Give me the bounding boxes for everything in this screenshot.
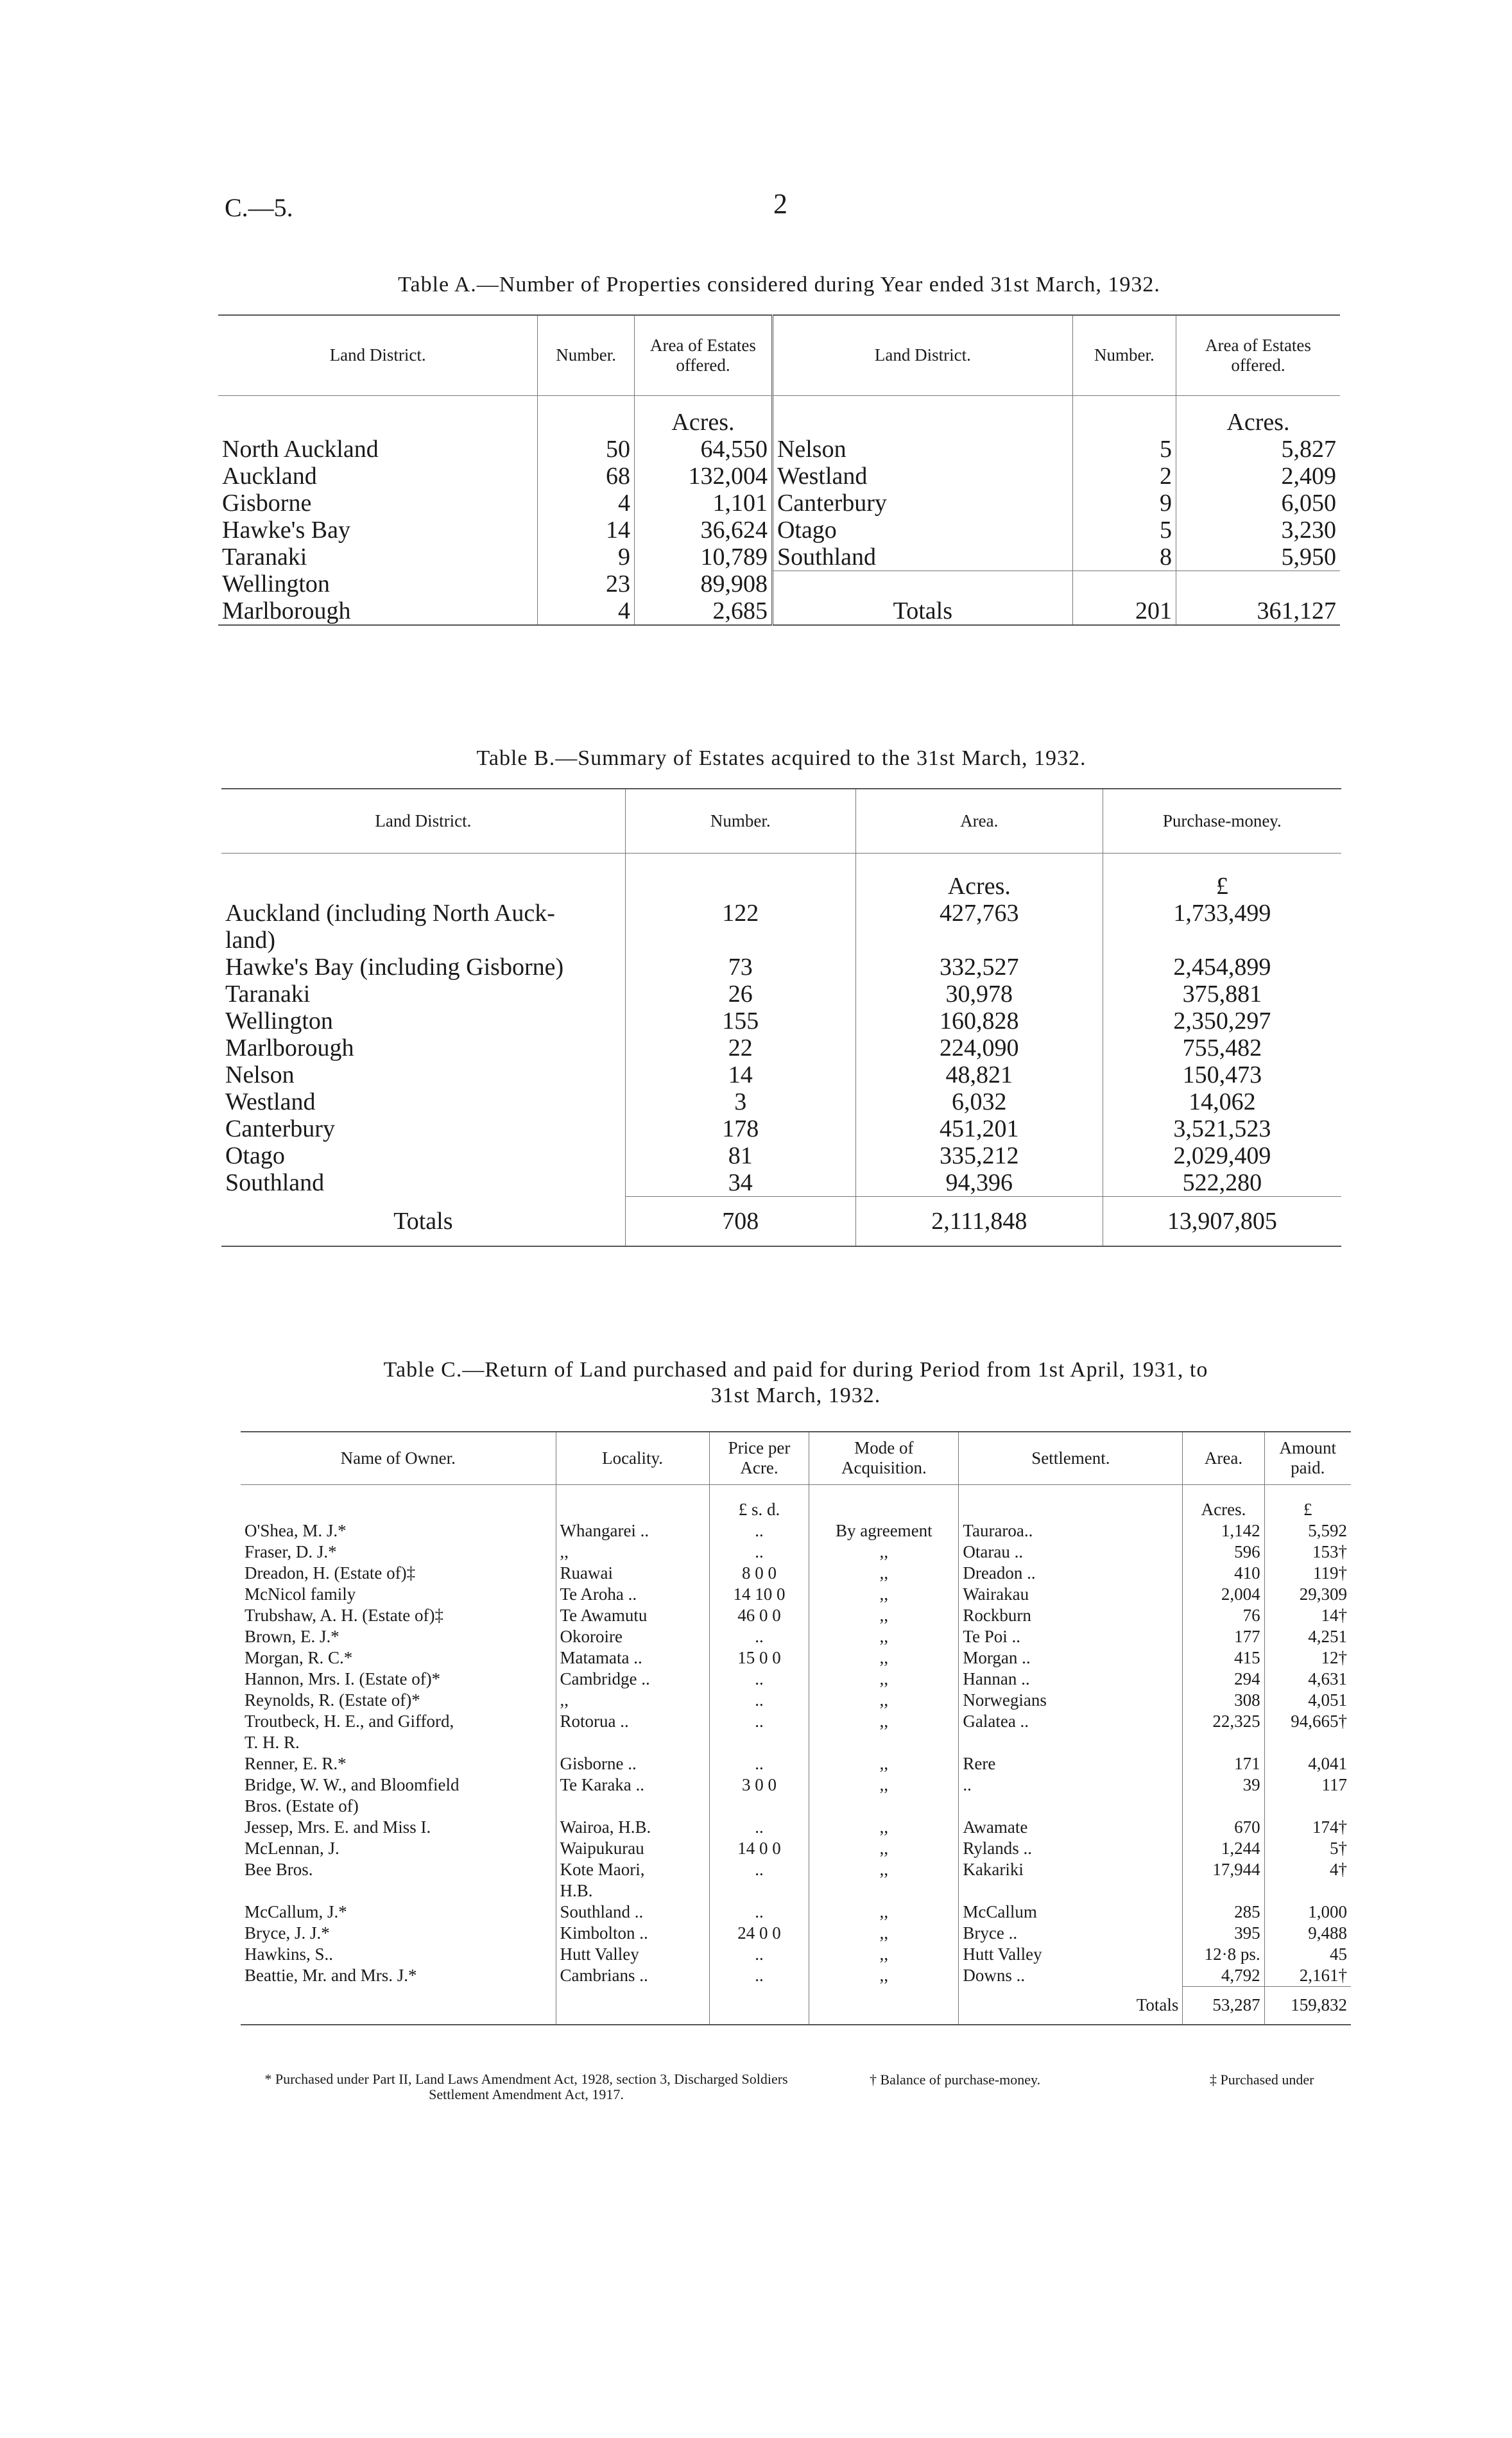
table-c-mode: ,, xyxy=(809,1838,959,1859)
table-c-settlement: Bryce .. xyxy=(959,1923,1183,1944)
table-c-settlement: Kakariki xyxy=(959,1859,1183,1901)
table-b xyxy=(221,788,1341,1247)
table-c-area: 1,244 xyxy=(1183,1838,1264,1859)
table-a-left-district: Wellington xyxy=(218,571,538,597)
table-a-left-area: 36,624 xyxy=(635,517,773,544)
table-a-caption: Table A.—Number of Properties considered during Year ended 31st March, 1932. xyxy=(398,273,1160,296)
table-c-mode: ,, xyxy=(809,1711,959,1753)
table-c-settlement: Otarau .. xyxy=(959,1541,1183,1563)
table-b-money: 150,473 xyxy=(1182,1061,1262,1088)
table-c-amount: 29,309 xyxy=(1299,1584,1347,1604)
table-c-settlement: Hannan .. xyxy=(959,1669,1183,1690)
table-c-locality: Hutt Valley xyxy=(556,1944,709,1965)
table-b-area: 160,828 xyxy=(855,1008,1103,1034)
table-c-amount: 45 xyxy=(1330,1944,1347,1964)
table-b-area: 427,763 xyxy=(855,900,1103,954)
table-c-locality: Okoroire xyxy=(556,1626,709,1647)
table-c-area: 12·8 ps. xyxy=(1183,1944,1264,1965)
table-b-money: 2,029,409 xyxy=(1173,1142,1271,1169)
table-c-price: .. xyxy=(709,1690,809,1711)
table-c-settlement: Dreadon .. xyxy=(959,1563,1183,1584)
table-c-area: 177 xyxy=(1183,1626,1264,1647)
table-c-settlement: Wairakau xyxy=(959,1584,1183,1605)
table-a-header-district-2: Land District. xyxy=(772,315,1072,395)
table-a-right-number: 2 xyxy=(1072,463,1176,490)
table-b-money: 14,062 xyxy=(1189,1088,1256,1115)
table-c-settlement: Tauraroa.. xyxy=(959,1520,1183,1541)
table-c-price: .. xyxy=(709,1944,809,1965)
page-number: 2 xyxy=(773,188,787,219)
footnote-dagger: † Balance of purchase-money. xyxy=(870,2072,1041,2088)
table-c-price: .. xyxy=(709,1541,809,1563)
table-c-locality: Te Aroha .. xyxy=(556,1584,709,1605)
table-c-totals-label: Totals xyxy=(959,1986,1183,2025)
table-c-area: 415 xyxy=(1183,1647,1264,1669)
table-c-locality: Southland .. xyxy=(556,1901,709,1923)
table-c-area: 39 xyxy=(1183,1774,1264,1817)
table-b-totals-money: 13,907,805 xyxy=(1103,1196,1341,1246)
table-b-money: 375,881 xyxy=(1182,980,1262,1008)
table-row xyxy=(241,1647,1351,1669)
table-b-district: Wellington xyxy=(221,1008,625,1034)
table-c-price: 15 0 0 xyxy=(709,1647,809,1669)
table-c-mode: ,, xyxy=(809,1859,959,1901)
table-a-totals-area: 361,127 xyxy=(1176,571,1340,625)
table-b-header-district: Land District. xyxy=(221,789,625,853)
table-a-left-area: 89,908 xyxy=(635,571,773,597)
table-c-locality: Gisborne .. xyxy=(556,1753,709,1774)
table-a-right-number: 5 xyxy=(1072,517,1176,544)
table-a-header-district: Land District. xyxy=(218,315,538,395)
table-b-district: Otago xyxy=(221,1142,625,1169)
table-c-amount: 14† xyxy=(1321,1605,1347,1625)
table-b-units-area: Acres. xyxy=(855,853,1103,900)
table-c-area: 1,142 xyxy=(1183,1520,1264,1541)
table-b-district: Taranaki xyxy=(221,981,625,1008)
table-b-district: Marlborough xyxy=(221,1034,625,1061)
table-a-left-area: 1,101 xyxy=(635,490,773,517)
table-b-district: Canterbury xyxy=(221,1115,625,1142)
table-c-locality: Waipukurau xyxy=(556,1838,709,1859)
table-c-locality: Cambrians .. xyxy=(556,1965,709,1987)
table-c-units-area: Acres. xyxy=(1183,1484,1264,1520)
table-c-settlement: Norwegians xyxy=(959,1690,1183,1711)
table-row xyxy=(241,1605,1351,1626)
table-c-price: .. xyxy=(709,1817,809,1838)
table-row xyxy=(241,1774,1351,1817)
table-a-totals-number: 201 xyxy=(1072,571,1176,625)
table-a-right-district: Otago xyxy=(772,517,1072,544)
table-c-price: .. xyxy=(709,1859,809,1901)
table-b-number: 178 xyxy=(625,1115,855,1142)
table-c-locality: Cambridge .. xyxy=(556,1669,709,1690)
table-b-totals-area: 2,111,848 xyxy=(855,1196,1103,1246)
table-a-left-number: 50 xyxy=(538,436,635,463)
table-c-owner: Bee Bros. xyxy=(241,1859,556,1901)
table-a-header-number: Number. xyxy=(538,315,635,395)
table-a-right-number: 8 xyxy=(1072,544,1176,571)
table-b-district: Auckland (including North Auck- land) xyxy=(221,900,625,954)
table-b-district: Southland xyxy=(221,1169,625,1197)
table-c-price: .. xyxy=(709,1669,809,1690)
table-row xyxy=(241,1965,1351,1987)
table-c-area: 2,004 xyxy=(1183,1584,1264,1605)
table-c-locality: Kimbolton .. xyxy=(556,1923,709,1944)
table-c-area: 4,792 xyxy=(1183,1965,1264,1987)
table-b-money: 522,280 xyxy=(1182,1169,1262,1196)
table-a-left-area: 132,004 xyxy=(635,463,773,490)
table-c-header-area: Area. xyxy=(1183,1432,1264,1484)
table-a-header-number-2: Number. xyxy=(1072,315,1176,395)
table-a-left-district: Gisborne xyxy=(218,490,538,517)
table-c-price: .. xyxy=(709,1711,809,1753)
table-b-district: Westland xyxy=(221,1088,625,1115)
table-row xyxy=(241,1944,1351,1965)
table-b-area: 451,201 xyxy=(855,1115,1103,1142)
table-c-settlement: Te Poi .. xyxy=(959,1626,1183,1647)
table-c-header-owner: Name of Owner. xyxy=(241,1432,556,1484)
table-c-header-price: Price per Acre. xyxy=(709,1432,809,1484)
table-c-amount: 94,665† xyxy=(1291,1711,1347,1731)
table-b-area: 332,527 xyxy=(855,954,1103,981)
table-c-settlement: .. xyxy=(959,1774,1183,1817)
table-c-mode: ,, xyxy=(809,1626,959,1647)
table-c-settlement: Rockburn xyxy=(959,1605,1183,1626)
table-c-owner: Renner, E. R.* xyxy=(241,1753,556,1774)
table-b-money: 2,454,899 xyxy=(1173,953,1271,981)
table-c-price: 24 0 0 xyxy=(709,1923,809,1944)
table-c-area: 670 xyxy=(1183,1817,1264,1838)
table-c-owner: Fraser, D. J.* xyxy=(241,1541,556,1563)
table-b-number: 26 xyxy=(625,981,855,1008)
table-c-locality: Te Awamutu xyxy=(556,1605,709,1626)
table-a-right-area: 6,050 xyxy=(1281,489,1336,517)
table-c-amount: 4,631 xyxy=(1308,1669,1347,1688)
table-c-area: 294 xyxy=(1183,1669,1264,1690)
table-b-number: 155 xyxy=(625,1008,855,1034)
table-c-settlement: Rylands .. xyxy=(959,1838,1183,1859)
table-b-area: 224,090 xyxy=(855,1034,1103,1061)
table-a-left-number: 4 xyxy=(538,597,635,625)
table-c-price: .. xyxy=(709,1965,809,1987)
table-a xyxy=(218,314,1340,626)
table-c-settlement: Hutt Valley xyxy=(959,1944,1183,1965)
table-c-mode: ,, xyxy=(809,1669,959,1690)
table-c-mode: ,, xyxy=(809,1690,959,1711)
table-c-price: 8 0 0 xyxy=(709,1563,809,1584)
table-row xyxy=(241,1901,1351,1923)
table-c-locality: Whangarei .. xyxy=(556,1520,709,1541)
table-c-area: 596 xyxy=(1183,1541,1264,1563)
table-b-number: 122 xyxy=(625,900,855,954)
table-row xyxy=(241,1541,1351,1563)
table-c-owner: Dreadon, H. (Estate of)‡ xyxy=(241,1563,556,1584)
table-c-amount: 2,161† xyxy=(1299,1965,1347,1985)
page-reference: C.—5. xyxy=(225,193,293,222)
table-c-price: .. xyxy=(709,1901,809,1923)
table-c-amount: 12† xyxy=(1321,1647,1347,1667)
table-c-owner: McCallum, J.* xyxy=(241,1901,556,1923)
table-c-area: 22,325 xyxy=(1183,1711,1264,1753)
table-b-caption: Table B.—Summary of Estates acquired to the 31st March, 1932. xyxy=(476,746,1087,770)
table-a-left-area: 64,550 xyxy=(635,436,773,463)
table-b-district: Hawke's Bay (including Gisborne) xyxy=(221,954,625,981)
table-c-amount: 4,051 xyxy=(1308,1690,1347,1710)
table-c-mode: ,, xyxy=(809,1944,959,1965)
table-row xyxy=(241,1838,1351,1859)
table-c-header-settlement: Settlement. xyxy=(959,1432,1183,1484)
table-c-area: 17,944 xyxy=(1183,1859,1264,1901)
table-c-settlement: Morgan .. xyxy=(959,1647,1183,1669)
table-b-number: 73 xyxy=(625,954,855,981)
table-b-number: 22 xyxy=(625,1034,855,1061)
table-c-price: 14 10 0 xyxy=(709,1584,809,1605)
table-c-locality: Te Karaka .. xyxy=(556,1774,709,1817)
table-c-mode: By agreement xyxy=(809,1520,959,1541)
table-c-area: 395 xyxy=(1183,1923,1264,1944)
table-row xyxy=(241,1711,1351,1753)
table-a-left-number: 4 xyxy=(538,490,635,517)
table-c-area: 285 xyxy=(1183,1901,1264,1923)
table-c-owner: Morgan, R. C.* xyxy=(241,1647,556,1669)
table-c-mode: ,, xyxy=(809,1584,959,1605)
table-c-area: 171 xyxy=(1183,1753,1264,1774)
table-c-amount: 119† xyxy=(1313,1563,1347,1583)
table-c-amount: 5,592 xyxy=(1308,1520,1347,1540)
table-b-number: 34 xyxy=(625,1169,855,1197)
table-c-owner: Beattie, Mr. and Mrs. J.* xyxy=(241,1965,556,1987)
table-c-owner: Bridge, W. W., and Bloomfield Bros. (Estate of) xyxy=(241,1774,556,1817)
table-c-mode: ,, xyxy=(809,1901,959,1923)
table-c-price: 3 0 0 xyxy=(709,1774,809,1817)
footnote-star: * Purchased under Part II, Land Laws Amendment Act, 1928, section 3, Discharged Soldiers Settlement Amendment Act, 1917. xyxy=(264,2071,788,2102)
table-b-money: 3,521,523 xyxy=(1173,1115,1271,1142)
table-c-locality: Ruawai xyxy=(556,1563,709,1584)
table-a-left-number: 9 xyxy=(538,544,635,571)
table-a-right-area: 5,827 xyxy=(1281,435,1336,463)
table-b-area: 94,396 xyxy=(855,1169,1103,1197)
table-c-price: .. xyxy=(709,1520,809,1541)
table-a-left-district: Hawke's Bay xyxy=(218,517,538,544)
table-c-locality: Wairoa, H.B. xyxy=(556,1817,709,1838)
table-c-mode: ,, xyxy=(809,1647,959,1669)
table-c-owner: Jessep, Mrs. E. and Miss I. xyxy=(241,1817,556,1838)
table-c-settlement: Rere xyxy=(959,1753,1183,1774)
table-a-left-number: 23 xyxy=(538,571,635,597)
table-a-right-number: 5 xyxy=(1072,436,1176,463)
table-c-amount: 4† xyxy=(1330,1859,1347,1879)
table-row xyxy=(241,1690,1351,1711)
table-c-mode: ,, xyxy=(809,1753,959,1774)
table-row xyxy=(241,1563,1351,1584)
table-a-right-district: Southland xyxy=(772,544,1072,571)
table-c-amount: 4,041 xyxy=(1308,1753,1347,1773)
table-c-totals-area: 53,287 xyxy=(1183,1986,1264,2025)
table-row xyxy=(241,1626,1351,1647)
table-c-locality: ,, xyxy=(556,1541,709,1563)
table-c-price: .. xyxy=(709,1753,809,1774)
table-a-right-number: 9 xyxy=(1072,490,1176,517)
table-c-amount: 117 xyxy=(1321,1774,1347,1794)
table-b-totals-label: Totals xyxy=(221,1196,625,1246)
table-row xyxy=(241,1584,1351,1605)
table-b-units-money: £ xyxy=(1216,872,1228,900)
table-c-settlement: Galatea .. xyxy=(959,1711,1183,1753)
table-a-right-area: 5,950 xyxy=(1281,543,1336,571)
table-a-totals-label: Totals xyxy=(772,571,1072,625)
table-c-mode: ,, xyxy=(809,1541,959,1563)
table-c-locality: Kote Maori, H.B. xyxy=(556,1859,709,1901)
table-a-units: Acres. xyxy=(635,395,773,436)
table-a-left-district: North Auckland xyxy=(218,436,538,463)
table-c-amount: 5† xyxy=(1330,1838,1347,1858)
table-b-money: 1,733,499 xyxy=(1173,899,1271,927)
table-a-left-area: 10,789 xyxy=(635,544,773,571)
table-c-owner: Brown, E. J.* xyxy=(241,1626,556,1647)
table-b-area: 6,032 xyxy=(855,1088,1103,1115)
table-c-price: 46 0 0 xyxy=(709,1605,809,1626)
table-c-header-locality: Locality. xyxy=(556,1432,709,1484)
table-b-totals-number: 708 xyxy=(625,1196,855,1246)
table-row xyxy=(241,1817,1351,1838)
table-a-left-district: Auckland xyxy=(218,463,538,490)
table-c-price: .. xyxy=(709,1626,809,1647)
footnote-double-dagger: ‡ Purchased under xyxy=(1210,2072,1314,2088)
table-c-units-price: £ s. d. xyxy=(709,1484,809,1520)
table-c-amount: 4,251 xyxy=(1308,1626,1347,1646)
table-c-mode: ,, xyxy=(809,1774,959,1817)
table-c-owner: McLennan, J. xyxy=(241,1838,556,1859)
table-a-left-district: Taranaki xyxy=(218,544,538,571)
table-c-locality: ,, xyxy=(556,1690,709,1711)
table-c-owner: Troutbeck, H. E., and Gifford, T. H. R. xyxy=(241,1711,556,1753)
table-row xyxy=(241,1520,1351,1541)
table-b-area: 48,821 xyxy=(855,1061,1103,1088)
table-c-area: 308 xyxy=(1183,1690,1264,1711)
table-a-right-district: Canterbury xyxy=(772,490,1072,517)
table-c-locality: Rotorua .. xyxy=(556,1711,709,1753)
table-c-caption: Table C.—Return of Land purchased and paid for during Period from 1st April, 1931, to 31st March, 1932. xyxy=(383,1358,1208,1407)
table-a-left-area: 2,685 xyxy=(635,597,773,625)
table-c-amount: 153† xyxy=(1312,1541,1347,1561)
table-c-owner: Hawkins, S.. xyxy=(241,1944,556,1965)
table-row xyxy=(241,1669,1351,1690)
table-b-money: 755,482 xyxy=(1182,1034,1262,1061)
table-b-area: 30,978 xyxy=(855,981,1103,1008)
table-b-header-number: Number. xyxy=(625,789,855,853)
table-c-locality: Matamata .. xyxy=(556,1647,709,1669)
table-c-area: 76 xyxy=(1183,1605,1264,1626)
table-a-left-number: 14 xyxy=(538,517,635,544)
table-a-right-district: Westland xyxy=(772,463,1072,490)
table-c-amount: 9,488 xyxy=(1308,1923,1347,1943)
table-b-district: Nelson xyxy=(221,1061,625,1088)
table-c-price: 14 0 0 xyxy=(709,1838,809,1859)
table-a-units-2: Acres. xyxy=(1226,408,1290,436)
table-a-right-area: 2,409 xyxy=(1281,462,1336,490)
table-c-owner: Reynolds, R. (Estate of)* xyxy=(241,1690,556,1711)
table-a-left-number: 68 xyxy=(538,463,635,490)
table-a-header-area: Area of Estates offered. xyxy=(635,315,773,395)
table-c-totals-amount: 159,832 xyxy=(1264,1986,1351,2025)
table-b-area: 335,212 xyxy=(855,1142,1103,1169)
table-c-mode: ,, xyxy=(809,1817,959,1838)
table-c-owner: Trubshaw, A. H. (Estate of)‡ xyxy=(241,1605,556,1626)
table-a-right-area: 3,230 xyxy=(1281,516,1336,544)
table-c-header-amount: Amount paid. xyxy=(1279,1438,1337,1478)
table-c-settlement: McCallum xyxy=(959,1901,1183,1923)
table-c-owner: Hannon, Mrs. I. (Estate of)* xyxy=(241,1669,556,1690)
table-c xyxy=(241,1431,1351,2025)
table-c-owner: McNicol family xyxy=(241,1584,556,1605)
table-c-owner: O'Shea, M. J.* xyxy=(241,1520,556,1541)
table-b-header-area: Area. xyxy=(855,789,1103,853)
table-c-settlement: Awamate xyxy=(959,1817,1183,1838)
table-c-header-mode: Mode of Acquisition. xyxy=(809,1432,959,1484)
table-row xyxy=(241,1859,1351,1901)
table-c-settlement: Downs .. xyxy=(959,1965,1183,1987)
table-a-left-district: Marlborough xyxy=(218,597,538,625)
table-b-number: 14 xyxy=(625,1061,855,1088)
table-row xyxy=(241,1923,1351,1944)
table-c-mode: ,, xyxy=(809,1605,959,1626)
table-row xyxy=(241,1753,1351,1774)
table-c-amount: 174† xyxy=(1312,1817,1347,1837)
table-b-header-money: Purchase-money. xyxy=(1162,811,1282,830)
table-c-mode: ,, xyxy=(809,1965,959,1987)
table-c-amount: 1,000 xyxy=(1308,1901,1347,1921)
table-b-money: 2,350,297 xyxy=(1173,1007,1271,1034)
table-a-right-district: Nelson xyxy=(772,436,1072,463)
table-c-mode: ,, xyxy=(809,1563,959,1584)
table-b-number: 3 xyxy=(625,1088,855,1115)
table-c-area: 410 xyxy=(1183,1563,1264,1584)
table-b-number: 81 xyxy=(625,1142,855,1169)
table-c-owner: Bryce, J. J.* xyxy=(241,1923,556,1944)
table-c-units-amount: £ xyxy=(1303,1499,1312,1519)
table-c-mode: ,, xyxy=(809,1923,959,1944)
table-a-header-area-2: Area of Estates offered. xyxy=(1205,335,1311,375)
